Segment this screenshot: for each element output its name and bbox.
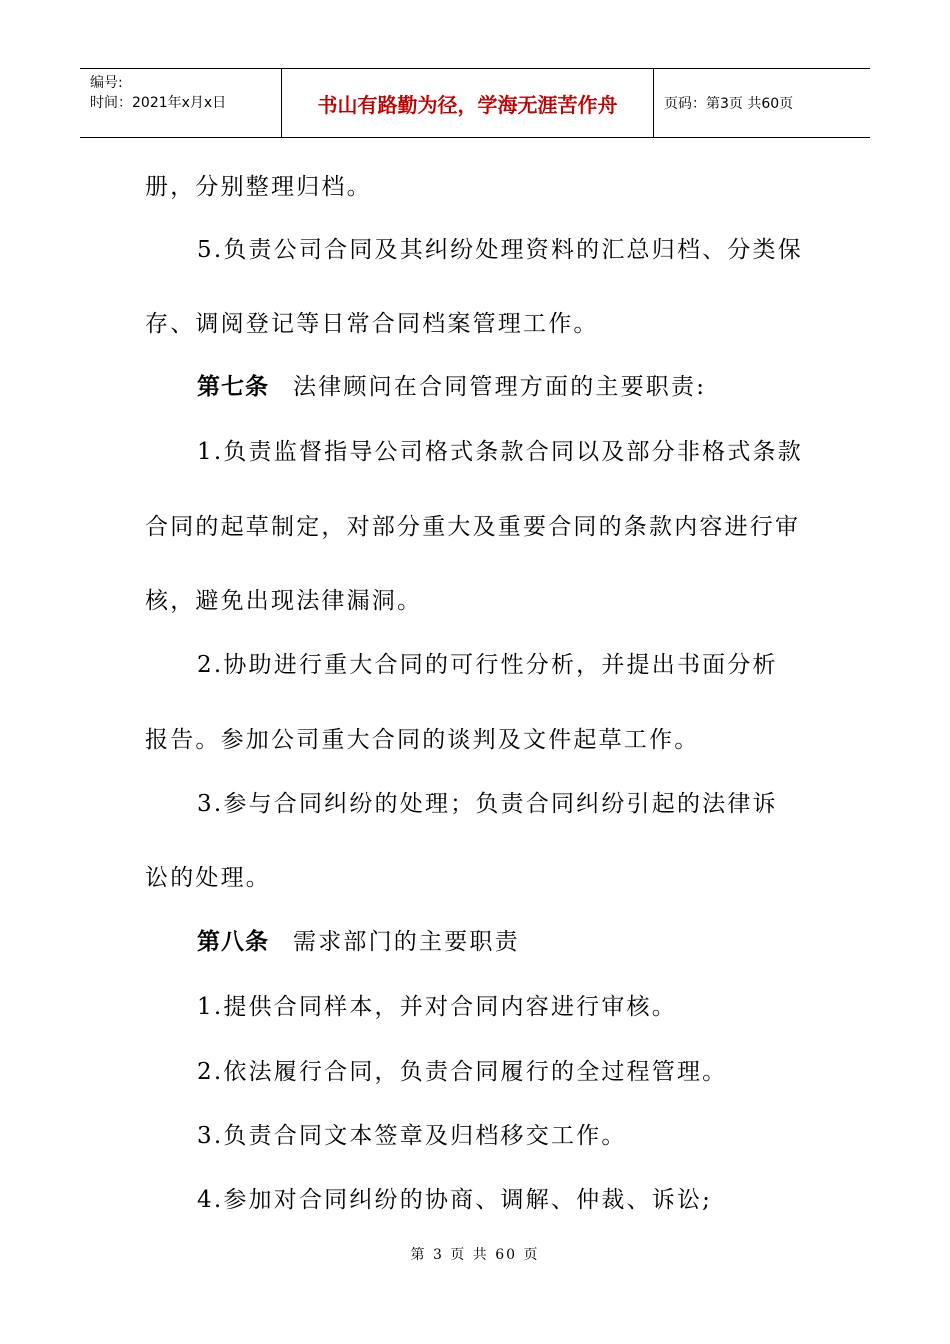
page-footer: 第 3 页 共 60 页 xyxy=(410,1247,540,1263)
document-number-label: 编号: xyxy=(90,75,123,91)
paragraph-line: 讼的处理。 xyxy=(145,865,271,891)
paragraph-line: 1.提供合同样本，并对合同内容进行审核。 xyxy=(197,994,677,1020)
article-8-title: 第八条 xyxy=(197,929,269,955)
article-7-title: 第七条 xyxy=(197,374,269,400)
paragraph-line: 5.负责公司合同及其纠纷处理资料的汇总归档、分类保 xyxy=(197,237,803,263)
document-time-label: 时间：2021年x月x日 xyxy=(90,95,227,111)
paragraph-line: 核，避免出现法律漏洞。 xyxy=(145,588,423,614)
article-8-text: 需求部门的主要职责 xyxy=(293,929,520,955)
paragraph-line: 2.协助进行重大合同的可行性分析，并提出书面分析 xyxy=(197,652,778,678)
paragraph-line: 存、调阅登记等日常合同档案管理工作。 xyxy=(145,311,599,337)
paragraph-line: 1.负责监督指导公司格式条款合同以及部分非格式条款 xyxy=(197,439,803,465)
page-header xyxy=(80,68,870,138)
paragraph-line: 4.参加对合同纠纷的协商、调解、仲裁、诉讼; xyxy=(197,1187,713,1213)
article-8-heading xyxy=(197,927,520,957)
header-meta xyxy=(80,69,282,137)
article-7-text: 法律顾问在合同管理方面的主要职责: xyxy=(293,374,707,400)
paragraph-line: 合同的起草制定，对部分重大及重要合同的条款内容进行审 xyxy=(145,514,801,540)
paragraph-line: 报告。参加公司重大合同的谈判及文件起草工作。 xyxy=(145,727,700,753)
header-page-code: 页码：第3页 共60页 xyxy=(664,96,794,112)
header-motto: 书山有路勤为径，学海无涯苦作舟 xyxy=(282,69,654,137)
article-7-heading xyxy=(197,372,706,402)
paragraph-line: 3.参与合同纠纷的处理；负责合同纠纷引起的法律诉 xyxy=(197,791,778,817)
paragraph-line: 2.依法履行合同，负责合同履行的全过程管理。 xyxy=(197,1059,728,1085)
paragraph-line: 3.负责合同文本签章及归档移交工作。 xyxy=(197,1123,627,1149)
paragraph-line: 册，分别整理归档。 xyxy=(145,174,372,200)
